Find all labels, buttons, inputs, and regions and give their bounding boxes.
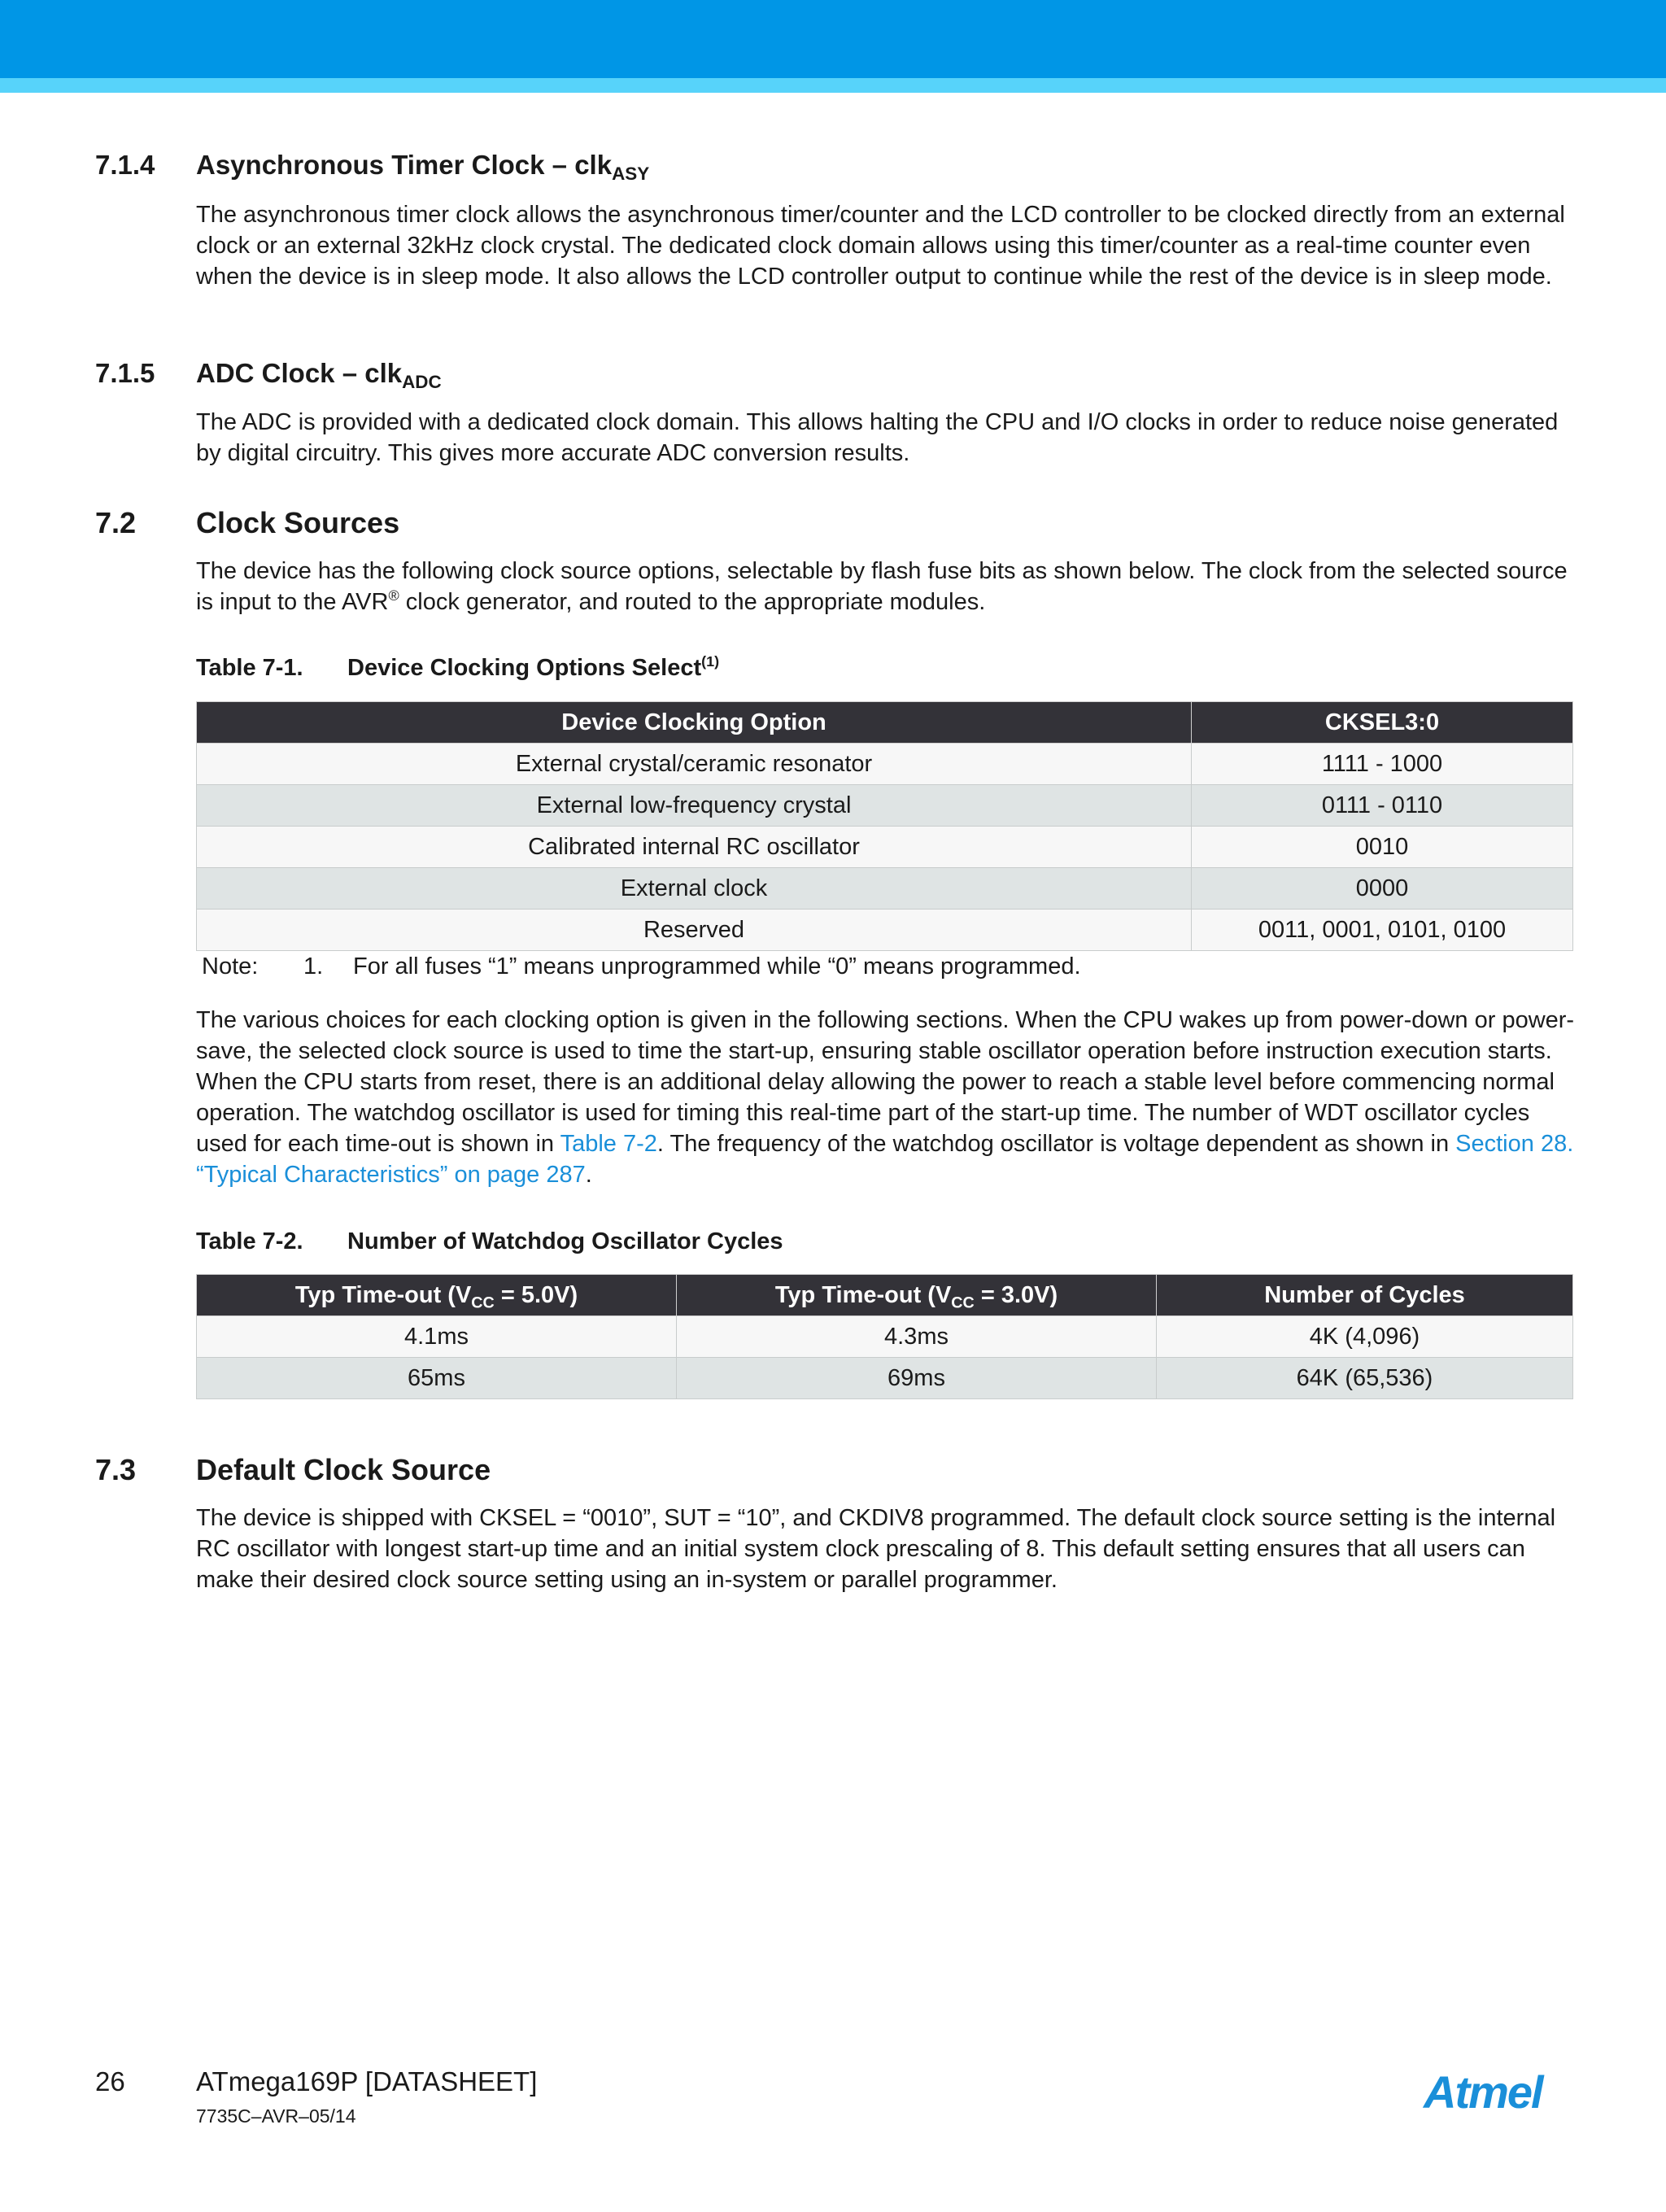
table-row [197,744,1573,785]
header-subscript: CC [951,1293,975,1311]
body-text: The device has the following clock source options, selectable by flash fuse bits as shown below. The clock from the selected source is input to the AVR [196,558,1568,615]
title-text: ADC Clock – clk [196,358,403,388]
table-cell: External clock [197,868,1192,910]
column-header: CKSEL3:0 [1192,702,1573,744]
column-header: Device Clocking Option [197,702,1192,744]
table-cell: External crystal/ceramic resonator [197,744,1192,785]
table-title [347,655,719,682]
table-7-2-link[interactable]: Table 7-2 [560,1131,657,1157]
header-text: = 3.0V) [974,1281,1058,1308]
table-cell: Reserved [197,910,1192,951]
table-number: Table 7-1. [196,655,303,681]
table-7-1 [196,701,1573,951]
section-number: 7.1.5 [95,358,155,388]
table-7-2 [196,1274,1573,1399]
table-cell: 4K (4,096) [1157,1316,1573,1358]
table-row [197,868,1573,910]
table-header-row [197,702,1573,744]
section-number: 7.2 [95,506,137,539]
table-number: Table 7-2. [196,1228,303,1254]
note-number: 1. [303,953,324,979]
table-cell: 0010 [1192,827,1573,868]
page-number: 26 [95,2066,125,2096]
title-subscript: ASY [612,164,650,185]
table-cell: 0000 [1192,868,1573,910]
column-header [197,1275,677,1316]
table-row [197,1358,1573,1399]
section-number: 7.3 [95,1453,137,1486]
column-header: Number of Cycles [1157,1275,1573,1316]
note-text: For all fuses “1” means unprogrammed while “0” means programmed. [353,953,1081,979]
header-text: Typ Time-out (V [294,1281,472,1308]
title-subscript: ADC [402,372,442,393]
document-code: 7735C–AVR–05/14 [196,2105,356,2127]
title-text: Asynchronous Timer Clock – clk [196,150,613,180]
body-text: clock generator, and routed to the appropriate modules. [399,589,986,615]
table-cell: 1111 - 1000 [1192,744,1573,785]
table-cell: 64K (65,536) [1157,1358,1573,1399]
section-7-3-body: The device is shipped with CKSEL = “0010”, SUT = “10”, and CKDIV8 programmed. The default clock source setting is the internal RC oscillator with longest start-up time and an initial system clock prescaling of 8. This default setting ensures that all users can make their desired clock source setting using an in-system or parallel programmer. [196,1505,1556,1593]
footnote-ref: (1) [701,653,720,670]
section-title [196,358,442,393]
table-header-row [197,1275,1573,1316]
header-stripe [0,78,1666,93]
section-7-1-4-body: The asynchronous timer clock allows the asynchronous timer/counter and the LCD controller to be clocked directly from an external clock or an external 32kHz clock crystal. The dedicated clock domain allows using this timer/counter as a real-time counter even when the device is in sleep mode. It also allows the LCD controller output to continue while the rest of the device is in sleep mode. [196,202,1565,290]
table-title: Number of Watchdog Oscillator Cycles [347,1228,783,1254]
column-header [677,1275,1157,1316]
table-row [197,910,1573,951]
section-number: 7.1.4 [95,150,155,180]
logo-wordmark: Atmel [1424,2066,1542,2118]
table-cell: 69ms [677,1358,1157,1399]
table-row [197,785,1573,827]
section-title: Clock Sources [196,506,400,539]
section-7-1-5-body: The ADC is provided with a dedicated clock domain. This allows halting the CPU and I/O clocks in order to reduce noise generated by digital circuitry. This gives more accurate ADC conversion results. [196,409,1559,466]
table-cell: 0011, 0001, 0101, 0100 [1192,910,1573,951]
body-text: The various choices for each clocking option is given in the following sections. When the CPU wakes up from power-down or power-save, the selected clock source is used to time the start-up, ensuring stable oscillator operation before instruction execution starts. When the CPU starts from reset, there is an additional delay allowing the power to reach a stable level before commencing normal operation. The watchdog oscillator is used for timing this real-time part of the start-up time. The number of WDT oscillator cycles used for each time-out is shown in [196,1007,1575,1157]
table-title-text: Device Clocking Options Select [347,655,702,681]
section-7-2-body [196,556,1579,617]
section-28-link[interactable]: Section 28. “Typical Characteristics” on page 287 [196,1131,1574,1188]
registered-mark: ® [388,587,399,604]
table-cell: 0111 - 0110 [1192,785,1573,827]
table-row [197,1316,1573,1358]
section-title: Default Clock Source [196,1453,491,1486]
table-cell: 4.1ms [197,1316,677,1358]
document-title: ATmega169P [DATASHEET] [196,2066,538,2096]
clocking-choices-paragraph [196,1005,1579,1190]
header-band [0,0,1666,78]
table-cell: Calibrated internal RC oscillator [197,827,1192,868]
body-text: . [585,1162,592,1188]
table-cell: External low-frequency crystal [197,785,1192,827]
body-text: . The frequency of the watchdog oscillator is voltage dependent as shown in [656,1131,1456,1157]
table-row [197,827,1573,868]
header-text: = 5.0V) [494,1281,578,1308]
atmel-logo [1424,2068,1574,2117]
header-text: Typ Time-out (V [774,1281,952,1308]
section-title [196,150,650,185]
table-cell: 4.3ms [677,1316,1157,1358]
note-label: Note: [202,953,259,979]
table-cell: 65ms [197,1358,677,1399]
header-subscript: CC [471,1293,495,1311]
